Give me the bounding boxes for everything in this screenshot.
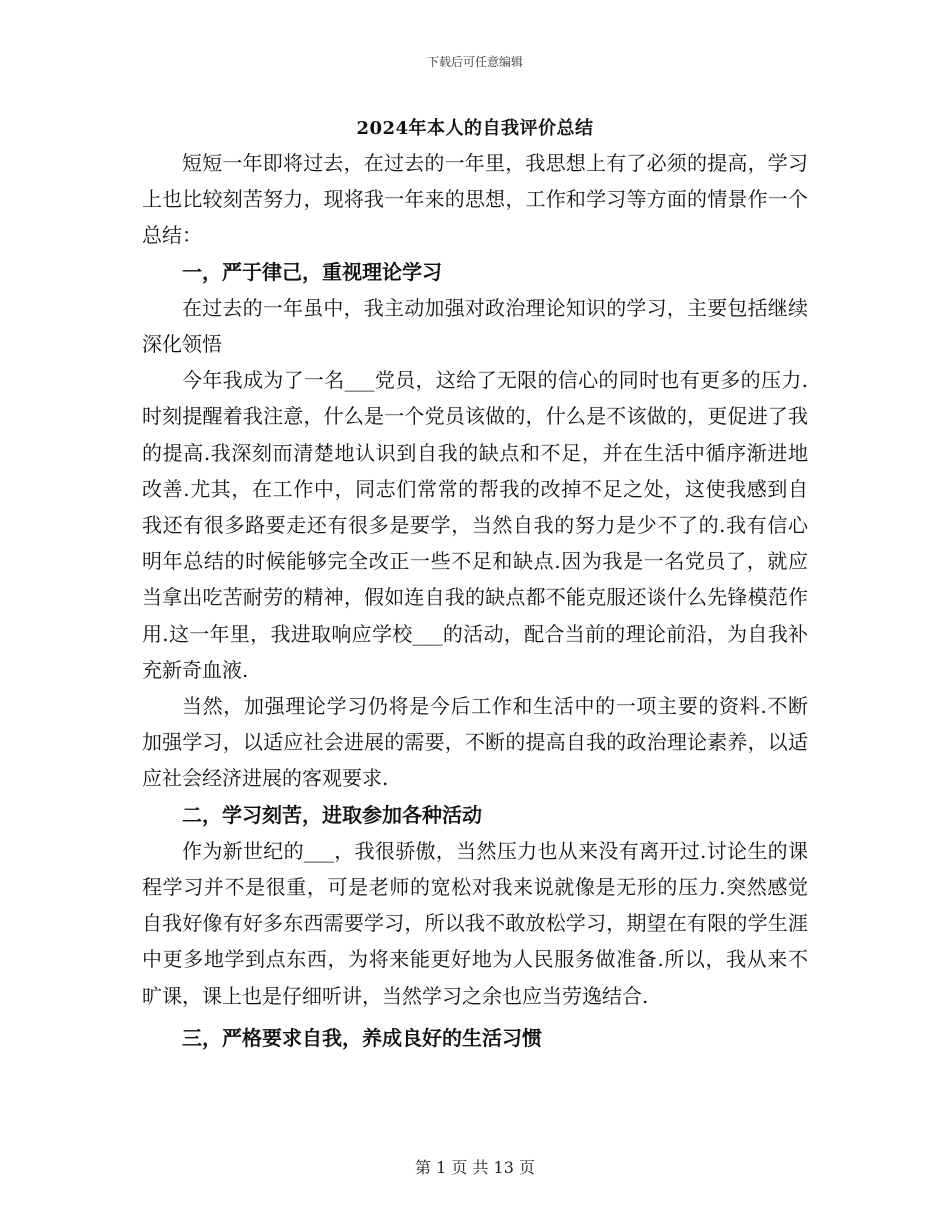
section-heading-1: 一，严于律己，重视理论学习	[182, 259, 442, 284]
document-body	[142, 145, 808, 1056]
section-heading-3: 三，严格要求自我，养成良好的生活习惯	[182, 1025, 542, 1050]
body-paragraph: 今年我成为了一名___党员，这给了无限的信心的同时也有更多的压力.时刻提醒着我注意，什么是一个党员该做的，什么是不该做的，更促进了我的提高.我深刻而清楚地认识到自我的缺点和不足，并在生活中循序渐进地改善.尤其，在工作中，同志们常常的帮我的改掉不足之处，这使我感到自我还有很多路要走还有很多是要学，当然自我的努力是少不了的.我有信心明年总结的时候能够完全改正一些不足和缺点.因为我是一名党员了，就应当拿出吃苦耐劳的精神，假如连自我的缺点都不能克服还谈什么先锋模范作用.这一年里，我进取响应学校___的活动，配合当前的理论前沿，为自我补充新奇血液.	[142, 368, 808, 682]
header-note: 下载后可任意编辑	[426, 55, 523, 69]
page-number-footer: 第 1 页 共 13 页	[415, 1158, 535, 1177]
body-paragraph: 作为新世纪的___，我很骄傲，当然压力也从来没有离开过.讨论生的课程学习并不是很重，可是老师的宽松对我来说就像是无形的压力.突然感觉自我好像有好多东西需要学习，所以我不敢放松学习，期望在有限的学生涯中更多地学到点东西，为将来能更好地为人民服务做准备.所以，我从来不旷课，课上也是仔细听讲，当然学习之余也应当劳逸结合.	[142, 838, 808, 1008]
intro-paragraph: 短短一年即将过去，在过去的一年里，我思想上有了必须的提高，学习上也比较刻苦努力，现将我一年来的思想，工作和学习等方面的情景作一个总结：	[142, 151, 808, 248]
section-heading-2: 二，学习刻苦，进取参加各种活动	[182, 802, 482, 827]
body-paragraph: 当然，加强理论学习仍将是今后工作和生活中的一项主要的资料.不断加强学习，以适应社会进展的需要，不断的提高自我的政治理论素养，以适应社会经济进展的客观要求.	[142, 694, 808, 791]
body-paragraph: 在过去的一年虽中，我主动加强对政治理论知识的学习，主要包括继续深化领悟	[142, 295, 808, 357]
document-title: 2024年本人的自我评价总结	[356, 118, 594, 139]
